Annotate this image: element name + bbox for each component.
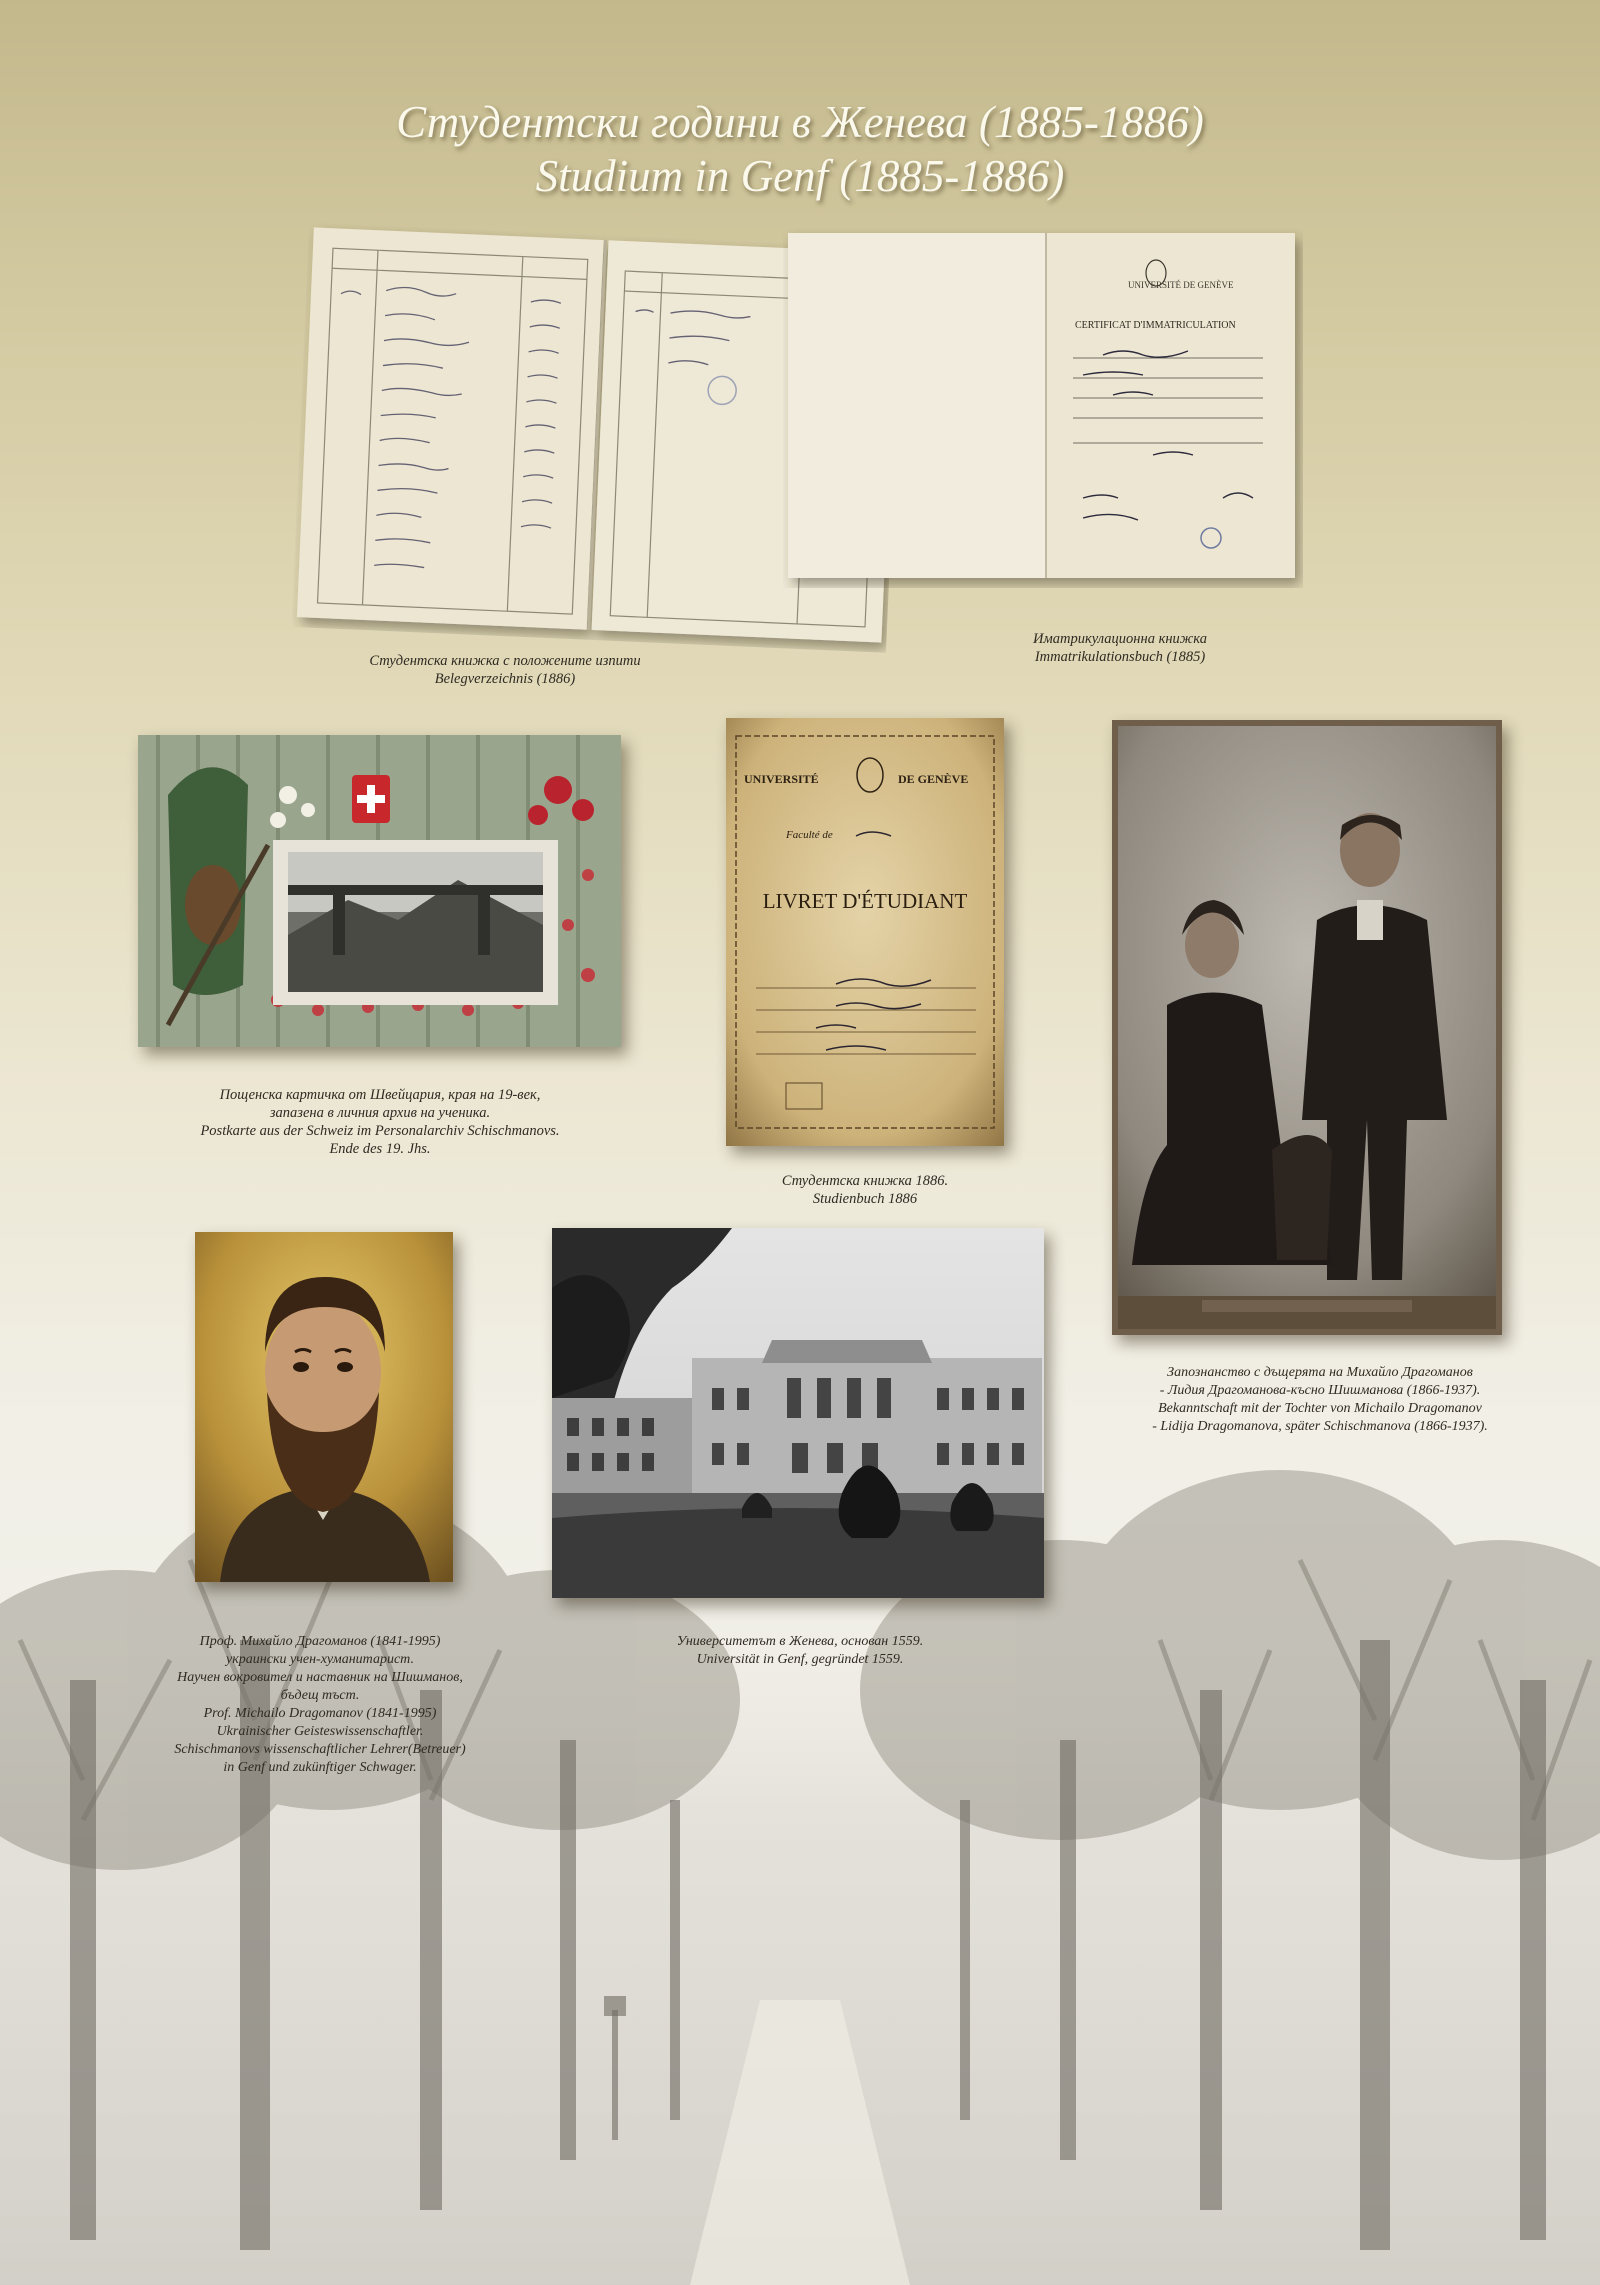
postcard-caption: Пощенска картичка от Швейцария, края на 19-век, запазена в личния архив на ученика. Postkarte aus der Schweiz im Personalarchiv Schischmanovs. Ende des 19. Jhs. [200,1087,560,1157]
certificate-header: UNIVERSITÉ DE GENÈVE [1128,280,1234,290]
livret-etudiant-photo [726,718,1004,1146]
couple-caption: Запознанство с дъщерята на Михайло Драгоманов - Лидия Драгоманова-късно Шишманова (1866-1937). Bekanntschaft mit der Tochter von Michailo Dragomanov - Lidija Dragomanova, später Schischmanova (1866-1937). [1152,1365,1488,1434]
dragomanov-caption: Проф. Михайло Драгоманов (1841-1995) украински учен-хуманитарист. Научен вокровител и наставник на Шишманов, бъдещ тъст. Prof. Michailo Dragomanov (1841-1995) Ukrainischer Geisteswissenschaftler. Schischmanovs wissenschaftlicher Lehrer(Betreuer) in Genf und zukünftiger Schwager. [174,1634,466,1775]
livret-title: LIVRET D'ÉTUDIANT [762,889,968,913]
poster-title-bulgarian: Студентски години в Женева (1885-1886) [396,97,1204,147]
livret-header-right: DE GENÈVE [898,772,969,786]
university-geneva-photo [552,1228,1044,1598]
certificate-photo [783,228,1303,588]
livret-header-left: UNIVERSITÉ [744,772,819,786]
livret-faculte: Faculté de [786,829,833,841]
poster-title-german: Studium in Genf (1885-1886) [535,151,1065,201]
couple-portrait-photo [1112,720,1502,1335]
certificate-title: CERTIFICAT D'IMMATRICULATION [1075,320,1236,331]
postcard-photo [138,735,621,1047]
studienbuch-caption: Студентска книжка 1886. Studienbuch 1886 [781,1173,949,1207]
belegverzeichnis-caption: Студентска книжка с положените изпити Belegverzeichnis (1886) [369,653,641,687]
university-caption: Университетът в Женева, основан 1559. Universität in Genf, gegründet 1559. [676,1634,924,1667]
immatrikulation-caption: Иматрикулационна книжка Immatrikulationsbuch (1885) [1033,631,1207,665]
dragomanov-portrait-photo [195,1232,453,1582]
